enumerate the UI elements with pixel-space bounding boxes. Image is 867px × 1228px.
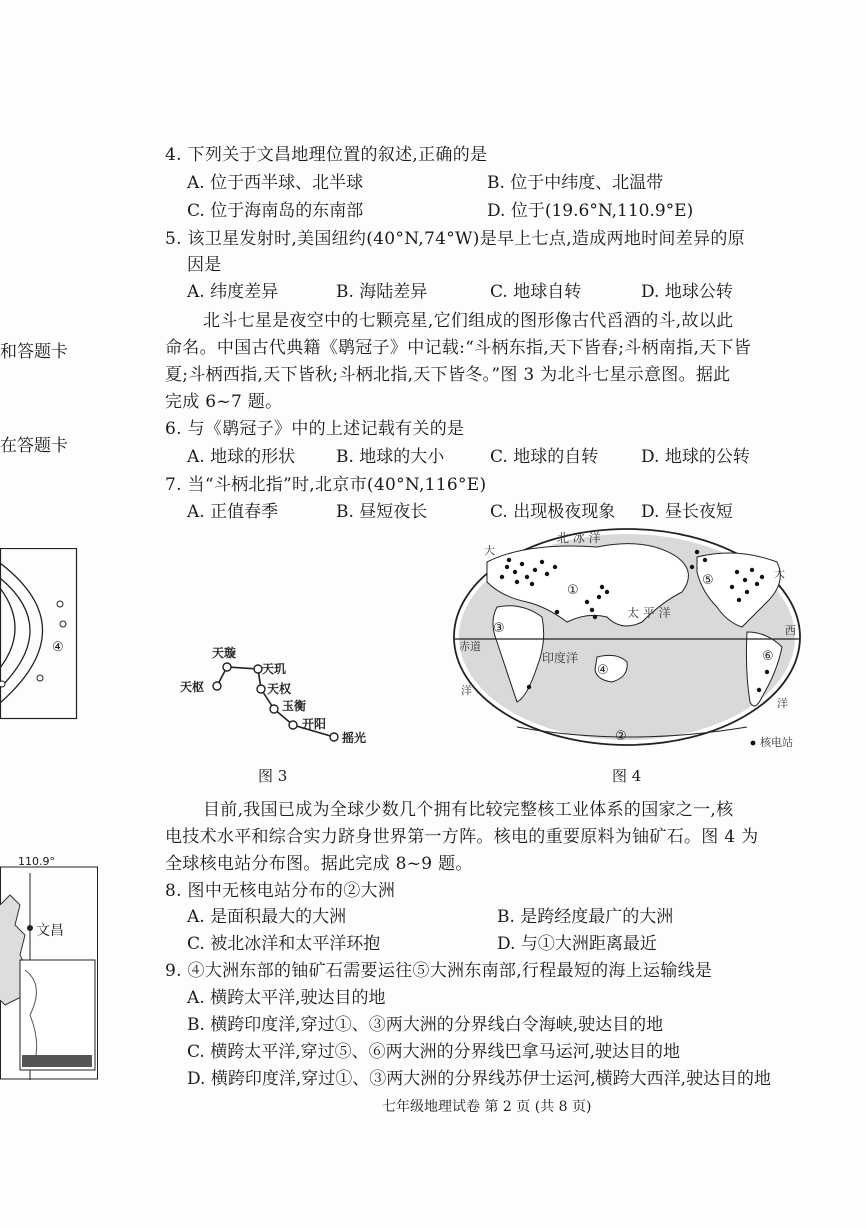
q4-option-b: B. 位于中纬度、北温带 (487, 173, 664, 193)
q6-stem: 6. 与《鹖冠子》中的上述记载有关的是 (165, 419, 465, 439)
q4-option-a: A. 位于西半球、北半球 (187, 173, 364, 193)
q9-option-d: D. 横跨印度洋,穿过①、③两大洲的分界线苏伊士运河,横跨大西洋,驶达目的地 (187, 1069, 772, 1089)
q8-stem: 8. 图中无核电站分布的②大洲 (165, 881, 396, 901)
star-label-tianquan: 天权 (267, 682, 292, 696)
q9-option-a: A. 横跨太平洋,驶达目的地 (187, 988, 386, 1008)
star-label-tianxuan: 天璇 (212, 646, 237, 660)
map-label-pacific: 太 平 洋 (627, 606, 671, 620)
q7-option-d: D. 昼长夜短 (641, 502, 733, 522)
passage1-line1: 北斗七星是夜空中的七颗亮星,它们组成的图形像古代舀酒的斗,故以此 (203, 311, 734, 331)
passage1-line3: 夏;斗柄西指,天下皆秋;斗柄北指,天下皆冬。”图 3 为北斗七星示意图。据此 (165, 365, 731, 385)
star-label-tianji: 天玑 (262, 662, 287, 676)
q8-option-b: B. 是跨经度最广的大洲 (497, 907, 674, 927)
q9-stem: 9. ④大洲东部的铀矿石需要运往⑤大洲东南部,行程最短的海上运输线是 (165, 961, 713, 981)
q5-option-b: B. 海陆差异 (336, 282, 428, 302)
star-tianshu (213, 682, 221, 690)
q6-option-c: C. 地球的自转 (490, 447, 599, 467)
q8-option-c: C. 被北冰洋和太平洋环抱 (187, 934, 381, 954)
map-label-big-left: 大 (484, 544, 495, 557)
q7-stem: 7. 当“斗柄北指”时,北京市(40°N,116°E) (165, 475, 487, 495)
continent-label-6: ⑥ (762, 649, 774, 664)
star-label-tianshu: 天枢 (180, 680, 205, 694)
q5-stem-line1: 5. 该卫星发射时,美国纽约(40°N,74°W)是早上七点,造成两地时间差异的原 (165, 229, 745, 249)
continent-label-4: ④ (597, 663, 609, 678)
continent-label-2: ② (615, 729, 627, 744)
star-kaiyang (289, 721, 297, 729)
page-footer: 七年级地理试卷 第 2 页 (共 8 页) (382, 1099, 592, 1115)
q5-option-c: C. 地球自转 (490, 282, 582, 302)
star-yaoguang (330, 733, 338, 741)
map-label-ocean-left: 洋 (461, 684, 472, 697)
passage2-line2: 电技术水平和综合实力跻身世界第一方阵。核电的重要原料为铀矿石。图 4 为 (165, 827, 759, 847)
q4-option-c: C. 位于海南岛的东南部 (187, 201, 364, 221)
orbit-label-4: ④ (52, 640, 64, 655)
q8-option-a: A. 是面积最大的大洲 (187, 907, 347, 927)
figure-4-world-map (447, 522, 807, 752)
star-tianji (254, 665, 262, 673)
figure-3-caption: 图 3 (258, 767, 288, 785)
q7-option-c: C. 出现极夜现象 (490, 502, 616, 522)
continent-label-5: ⑤ (702, 573, 714, 588)
hainan-map-fragment (0, 855, 98, 1080)
longitude-label: 110.9° (18, 855, 55, 868)
passage2-line1: 目前,我国已成为全球少数几个拥有比较完整核工业体系的国家之一,核 (203, 800, 734, 820)
figure-4-caption: 图 4 (612, 767, 642, 785)
star-label-yuheng: 玉衡 (282, 699, 307, 713)
q4-option-d: D. 位于(19.6°N,110.9°E) (487, 201, 694, 221)
q7-option-a: A. 正值春季 (187, 502, 279, 522)
map-label-equator: 赤道 (459, 640, 481, 653)
star-label-kaiyang: 开阳 (302, 717, 327, 731)
passage1-line4: 完成 6~7 题。 (165, 392, 283, 412)
q5-option-d: D. 地球公转 (641, 282, 733, 302)
q6-option-b: B. 地球的大小 (336, 447, 445, 467)
edge-text-answer-card-2: 在答题卡 (0, 436, 68, 456)
star-label-yaoguang: 摇光 (342, 731, 367, 745)
q6-option-a: A. 地球的形状 (187, 447, 296, 467)
figure-3-big-dipper (170, 640, 390, 755)
continent-label-1: ① (567, 583, 579, 598)
q5-stem-line2: 因是 (187, 255, 222, 275)
wenchang-label: 文昌 (36, 923, 64, 939)
map-label-ocean-right: 洋 (777, 697, 788, 710)
continent-label-3: ③ (493, 621, 505, 636)
q4-stem: 4. 下列关于文昌地理位置的叙述,正确的是 (165, 145, 488, 165)
map-label-indian: 印度洋 (542, 651, 579, 665)
map-label-west: 西 (785, 624, 796, 637)
map-label-big-right: 大 (774, 567, 785, 580)
passage1-line2: 命名。中国古代典籍《鹖冠子》中记载:“斗柄东指,天下皆春;斗柄南指,天下皆 (165, 338, 752, 358)
edge-text-answer-card-1: 和答题卡 (0, 342, 68, 362)
q9-option-b: B. 横跨印度洋,穿过①、③两大洲的分界线白令海峡,驶达目的地 (187, 1015, 664, 1035)
q5-option-a: A. 纬度差异 (187, 282, 279, 302)
star-yuheng (270, 705, 278, 713)
map-label-arctic: 北 冰 洋 (557, 531, 601, 545)
q7-option-b: B. 昼短夜长 (336, 502, 428, 522)
star-tianquan (257, 685, 265, 693)
q9-option-c: C. 横跨太平洋,穿过⑤、⑥两大洲的分界线巴拿马运河,驶达目的地 (187, 1042, 681, 1062)
map-legend-nuclear: 核电站 (760, 736, 793, 749)
q8-option-d: D. 与①大洲距离最近 (497, 934, 657, 954)
q6-option-d: D. 地球的公转 (641, 447, 750, 467)
passage2-line3: 全球核电站分布图。据此完成 8~9 题。 (165, 854, 473, 874)
star-tianxuan (223, 663, 231, 671)
orbit-figure-fragment (0, 548, 78, 720)
